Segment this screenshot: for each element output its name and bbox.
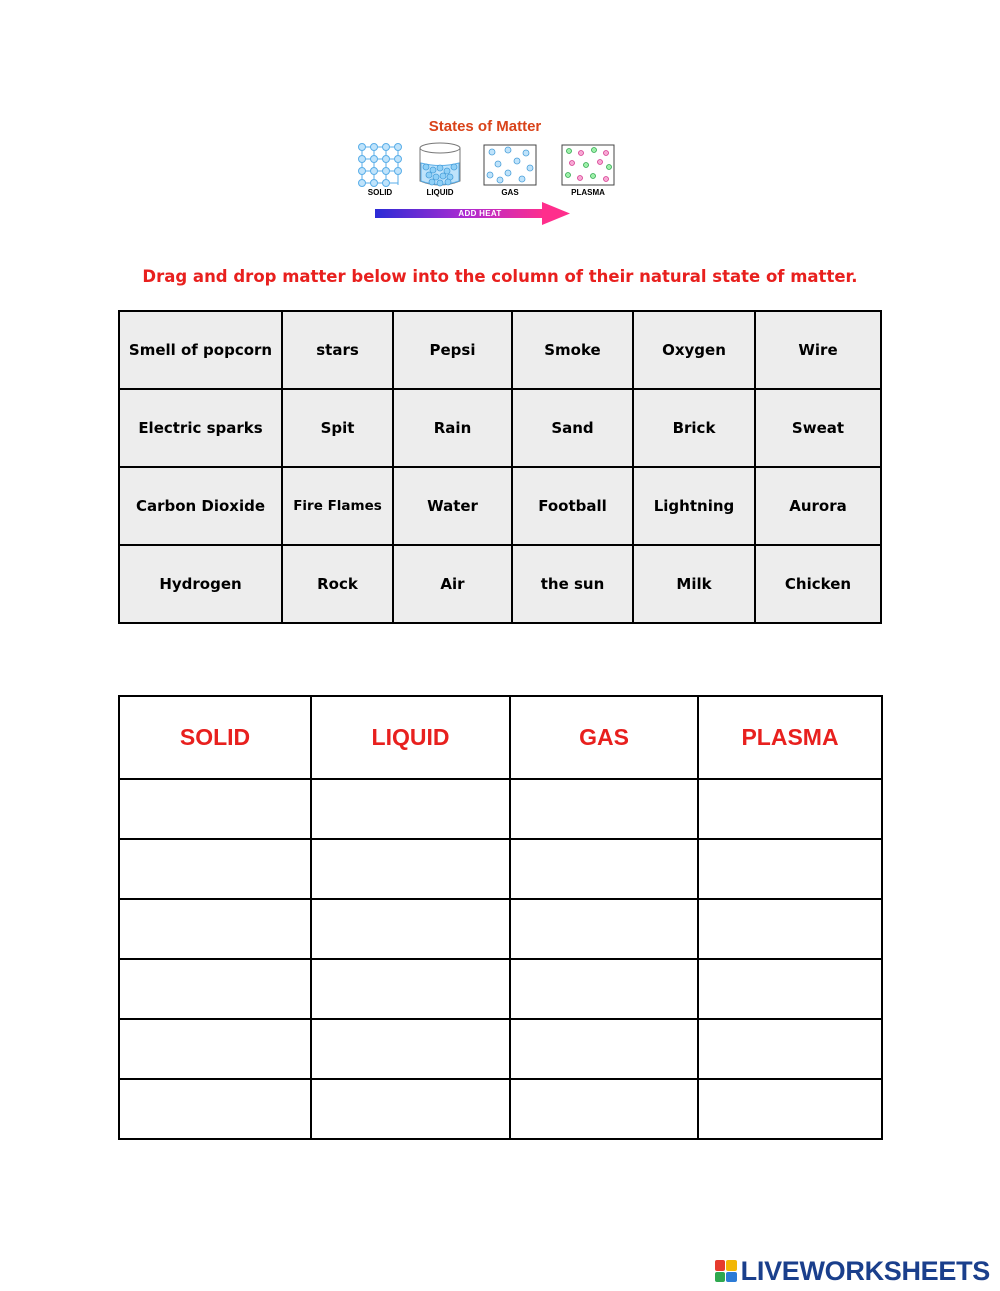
state-sorting-table bbox=[118, 695, 883, 1140]
drop-row bbox=[119, 1079, 882, 1139]
drop-zone-liquid[interactable] bbox=[311, 779, 510, 839]
items-row bbox=[119, 467, 881, 545]
matter-item[interactable]: Spit bbox=[282, 389, 393, 467]
drop-row bbox=[119, 959, 882, 1019]
drop-zone-liquid[interactable] bbox=[311, 1079, 510, 1139]
matter-item[interactable]: Sand bbox=[512, 389, 633, 467]
drop-zone-plasma[interactable] bbox=[698, 839, 882, 899]
matter-item[interactable]: Electric sparks bbox=[119, 389, 282, 467]
drop-zone-gas[interactable] bbox=[510, 839, 698, 899]
matter-item[interactable]: Brick bbox=[633, 389, 755, 467]
matter-item[interactable]: Wire bbox=[755, 311, 881, 389]
drop-zone-gas[interactable] bbox=[510, 1019, 698, 1079]
matter-item[interactable]: Hydrogen bbox=[119, 545, 282, 623]
items-row bbox=[119, 389, 881, 467]
plasma-box-icon bbox=[562, 145, 614, 185]
drop-zone-liquid[interactable] bbox=[311, 839, 510, 899]
matter-item[interactable]: Water bbox=[393, 467, 512, 545]
figure-title: States of Matter bbox=[428, 118, 542, 135]
matter-item[interactable]: Pepsi bbox=[393, 311, 512, 389]
column-header-solid: SOLID bbox=[119, 696, 311, 779]
matter-item[interactable]: Aurora bbox=[755, 467, 881, 545]
state-label-gas: GAS bbox=[501, 188, 519, 197]
drop-zone-plasma[interactable] bbox=[698, 899, 882, 959]
matter-items-table bbox=[118, 310, 882, 624]
drop-zone-plasma[interactable] bbox=[698, 1019, 882, 1079]
logo-square bbox=[726, 1272, 737, 1283]
drop-zone-solid[interactable] bbox=[119, 959, 311, 1019]
drop-zone-solid[interactable] bbox=[119, 899, 311, 959]
logo-square bbox=[726, 1260, 737, 1271]
drop-zone-solid[interactable] bbox=[119, 1079, 311, 1139]
matter-item[interactable]: Oxygen bbox=[633, 311, 755, 389]
drop-zone-liquid[interactable] bbox=[311, 959, 510, 1019]
matter-item[interactable]: Rain bbox=[393, 389, 512, 467]
matter-item[interactable]: Sweat bbox=[755, 389, 881, 467]
matter-item[interactable]: the sun bbox=[512, 545, 633, 623]
sort-header-row bbox=[119, 696, 882, 779]
drop-zone-gas[interactable] bbox=[510, 779, 698, 839]
drop-zone-solid[interactable] bbox=[119, 839, 311, 899]
liquid-beaker-icon bbox=[420, 143, 460, 186]
add-heat-label: ADD HEAT bbox=[458, 209, 502, 218]
matter-item[interactable]: Football bbox=[512, 467, 633, 545]
drop-row bbox=[119, 899, 882, 959]
items-row bbox=[119, 545, 881, 623]
drop-row bbox=[119, 839, 882, 899]
drop-zone-liquid[interactable] bbox=[311, 1019, 510, 1079]
matter-item[interactable]: Chicken bbox=[755, 545, 881, 623]
state-label-liquid: LIQUID bbox=[426, 188, 454, 197]
instruction-text: Drag and drop matter below into the column of their natural state of matter. bbox=[142, 267, 858, 286]
matter-item[interactable]: Rock bbox=[282, 545, 393, 623]
column-header-plasma: PLASMA bbox=[698, 696, 882, 779]
drop-zone-plasma[interactable] bbox=[698, 959, 882, 1019]
drop-row bbox=[119, 779, 882, 839]
drop-zone-solid[interactable] bbox=[119, 779, 311, 839]
liveworksheets-logo-icon bbox=[715, 1260, 737, 1282]
drop-zone-plasma[interactable] bbox=[698, 779, 882, 839]
matter-item[interactable]: Lightning bbox=[633, 467, 755, 545]
states-of-matter-figure bbox=[350, 115, 620, 230]
gas-box-icon bbox=[484, 145, 536, 185]
matter-item[interactable]: Carbon Dioxide bbox=[119, 467, 282, 545]
matter-item[interactable]: Air bbox=[393, 545, 512, 623]
column-header-liquid: LIQUID bbox=[311, 696, 510, 779]
drop-zone-solid[interactable] bbox=[119, 1019, 311, 1079]
drop-zone-gas[interactable] bbox=[510, 899, 698, 959]
logo-square bbox=[715, 1272, 726, 1283]
liveworksheets-logo bbox=[715, 1256, 990, 1286]
state-label-solid: SOLID bbox=[367, 188, 393, 197]
logo-square bbox=[715, 1260, 726, 1271]
drop-zone-gas[interactable] bbox=[510, 959, 698, 1019]
items-row bbox=[119, 311, 881, 389]
matter-item[interactable]: stars bbox=[282, 311, 393, 389]
state-label-plasma: PLASMA bbox=[571, 188, 605, 197]
matter-item[interactable]: Smell of popcorn bbox=[119, 311, 282, 389]
matter-item[interactable]: Milk bbox=[633, 545, 755, 623]
brand-name: LIVEWORKSHEETS bbox=[740, 1255, 990, 1286]
drop-zone-liquid[interactable] bbox=[311, 899, 510, 959]
drop-zone-plasma[interactable] bbox=[698, 1079, 882, 1139]
solid-particles-icon bbox=[359, 144, 402, 187]
matter-item[interactable]: Smoke bbox=[512, 311, 633, 389]
column-header-gas: GAS bbox=[510, 696, 698, 779]
drop-zone-gas[interactable] bbox=[510, 1079, 698, 1139]
matter-item[interactable]: Fire Flames bbox=[282, 467, 393, 545]
drop-row bbox=[119, 1019, 882, 1079]
